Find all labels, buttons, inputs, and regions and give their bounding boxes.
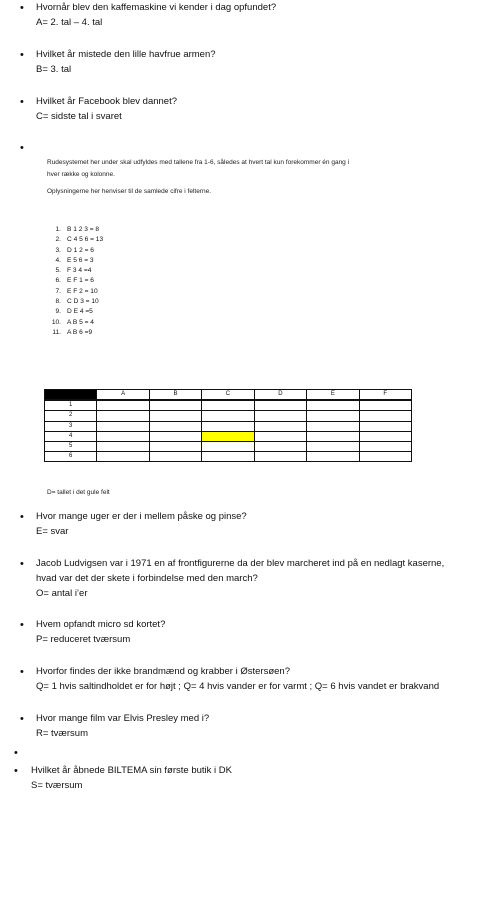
grid-cell[interactable] bbox=[97, 421, 149, 431]
grid-column-header: C bbox=[202, 390, 254, 401]
grid-row-header: 2 bbox=[45, 411, 97, 421]
question-text: Hvilket år mistede den lille havfrue armen? bbox=[36, 49, 216, 60]
grid-cell[interactable] bbox=[307, 411, 359, 421]
grid-row-header: 1 bbox=[45, 400, 97, 411]
grid-cell[interactable] bbox=[359, 431, 411, 441]
clue-list bbox=[47, 225, 103, 338]
answer-text: B= 3. tal bbox=[36, 64, 72, 75]
answer-text: A= 2. tal – 4. tal bbox=[36, 17, 103, 28]
grid-column-header: E bbox=[307, 390, 359, 401]
question-text: Hvilket år åbnede BILTEMA sin første butik i DK bbox=[31, 765, 232, 776]
grid-cell[interactable] bbox=[254, 411, 306, 421]
question-item bbox=[36, 556, 444, 601]
grid-row-header: 3 bbox=[45, 421, 97, 431]
question-text: Hvor mange uger er der i mellem påske og pinse? bbox=[36, 511, 247, 522]
grid-cell[interactable] bbox=[254, 421, 306, 431]
bullet-icon: • bbox=[20, 558, 24, 570]
bullet-icon: • bbox=[20, 713, 24, 725]
clue-number: 10. bbox=[51, 318, 61, 326]
grid-column-header: B bbox=[149, 390, 201, 401]
grid-row-header: 4 bbox=[45, 431, 97, 441]
clue-number: 4. bbox=[55, 256, 61, 264]
clue-item bbox=[47, 256, 103, 266]
puzzle-intro-line: hver række og kolonne. bbox=[47, 171, 115, 178]
clue-text: F 3 4 =4 bbox=[67, 267, 92, 275]
clue-text: B 1 2 3 = 8 bbox=[67, 226, 100, 233]
puzzle-hint: Oplysningerne her henviser til de samlede cifre i felterne. bbox=[47, 188, 212, 195]
grid-cell[interactable] bbox=[97, 431, 149, 441]
bullet-icon: • bbox=[20, 2, 24, 14]
answer-text: E= svar bbox=[36, 526, 69, 537]
grid-header-row bbox=[45, 390, 412, 401]
grid-cell[interactable] bbox=[359, 400, 411, 411]
puzzle-intro bbox=[47, 157, 349, 181]
clue-number: 7. bbox=[55, 287, 61, 295]
grid-cell[interactable] bbox=[307, 400, 359, 411]
clue-text: E F 2 = 10 bbox=[67, 287, 98, 295]
clue-text: C D 3 = 10 bbox=[67, 298, 99, 306]
answer-text: P= reduceret tværsum bbox=[36, 634, 131, 645]
clue-number: 11. bbox=[52, 328, 61, 336]
grid-cell[interactable] bbox=[307, 431, 359, 441]
grid-row bbox=[45, 431, 412, 441]
answer-text: O= antal i’er bbox=[36, 588, 88, 599]
clue-item bbox=[47, 235, 103, 245]
clue-text: A B 5 = 4 bbox=[67, 318, 94, 326]
question-text: Hvornår blev den kaffemaskine vi kender i dag opfundet? bbox=[36, 2, 277, 13]
grid-row-header: 6 bbox=[45, 452, 97, 462]
grid-cell[interactable] bbox=[97, 441, 149, 451]
puzzle-intro-line: Rudesystemet her under skal udfyldes med tallene fra 1-6, således at hvert tal kun forekommer én gang i bbox=[47, 159, 350, 166]
question-text: Hvor mange film var Elvis Presley med i? bbox=[36, 713, 210, 724]
clue-number: 9. bbox=[55, 308, 61, 316]
clue-text: D 1 2 = 6 bbox=[67, 246, 94, 254]
grid-corner-cell bbox=[45, 390, 97, 401]
clue-text: C 4 5 6 = 13 bbox=[67, 236, 104, 244]
grid-cell[interactable] bbox=[149, 431, 201, 441]
grid-column-header: F bbox=[359, 390, 411, 401]
clue-number: 3. bbox=[55, 246, 61, 254]
grid-row-header: 5 bbox=[45, 441, 97, 451]
grid-cell[interactable] bbox=[307, 421, 359, 431]
grid-cell[interactable] bbox=[359, 411, 411, 421]
question-text: Jacob Ludvigsen var i 1971 en af frontfigurerne da der blev marcheret ind på en nedlagt kaserne, bbox=[36, 558, 445, 569]
grid-cell[interactable] bbox=[359, 441, 411, 451]
clue-item bbox=[47, 225, 103, 235]
grid-cell[interactable] bbox=[97, 400, 149, 411]
grid-cell[interactable] bbox=[97, 411, 149, 421]
grid-column-header: D bbox=[254, 390, 306, 401]
bullet-icon: • bbox=[14, 747, 18, 759]
question-item bbox=[31, 763, 232, 793]
question-item bbox=[36, 509, 247, 539]
question-text: Hvem opfandt micro sd kortet? bbox=[36, 619, 166, 630]
puzzle-grid bbox=[44, 389, 412, 462]
clue-item bbox=[47, 307, 103, 317]
answer-text: R= tværsum bbox=[36, 728, 88, 739]
grid-cell[interactable] bbox=[149, 400, 201, 411]
bullet-icon: • bbox=[20, 666, 24, 678]
clue-item bbox=[47, 318, 103, 328]
bullet-icon: • bbox=[14, 765, 18, 777]
clue-item bbox=[47, 266, 103, 276]
highlighted-cell[interactable] bbox=[202, 431, 254, 441]
clue-number: 6. bbox=[55, 277, 61, 285]
grid-cell[interactable] bbox=[359, 452, 411, 462]
grid-cell[interactable] bbox=[254, 441, 306, 451]
grid-cell[interactable] bbox=[202, 441, 254, 451]
clue-number: 8. bbox=[55, 298, 61, 306]
answer-text: S= tværsum bbox=[31, 780, 83, 791]
question-text-line2: hvad var det der skete i forbindelse med den march? bbox=[36, 573, 258, 584]
question-text: Hvilket år Facebook blev dannet? bbox=[36, 96, 177, 107]
grid-caption: D= tallet i det gule felt bbox=[47, 489, 110, 496]
clue-number: 1. bbox=[55, 226, 61, 233]
clue-item bbox=[47, 297, 103, 307]
grid-cell[interactable] bbox=[149, 441, 201, 451]
bullet-icon: • bbox=[20, 49, 24, 61]
clue-item bbox=[47, 276, 103, 286]
clue-text: D E 4 =5 bbox=[67, 308, 93, 316]
grid-cell[interactable] bbox=[254, 452, 306, 462]
grid-cell[interactable] bbox=[307, 441, 359, 451]
clue-number: 5. bbox=[55, 267, 61, 275]
grid-cell[interactable] bbox=[202, 452, 254, 462]
clue-item bbox=[47, 328, 103, 338]
question-item bbox=[36, 94, 177, 124]
question-item bbox=[36, 0, 276, 30]
grid-row bbox=[45, 441, 412, 451]
grid-row bbox=[45, 411, 412, 421]
clue-item bbox=[47, 287, 103, 297]
clue-text: A B 6 =9 bbox=[67, 328, 93, 336]
grid-cell[interactable] bbox=[149, 411, 201, 421]
grid-cell[interactable] bbox=[359, 421, 411, 431]
bullet-icon: • bbox=[20, 619, 24, 631]
grid-cell[interactable] bbox=[202, 400, 254, 411]
grid-cell[interactable] bbox=[254, 431, 306, 441]
question-item bbox=[36, 47, 216, 77]
clue-item bbox=[47, 246, 103, 256]
grid-cell[interactable] bbox=[149, 421, 201, 431]
grid-row bbox=[45, 400, 412, 411]
bullet-icon: • bbox=[20, 96, 24, 108]
clue-text: E 5 6 = 3 bbox=[67, 256, 94, 264]
question-text: Hvorfor findes der ikke brandmænd og krabber i Østersøen? bbox=[36, 666, 290, 677]
clue-text: E F 1 = 6 bbox=[67, 277, 94, 285]
grid-cell[interactable] bbox=[202, 411, 254, 421]
question-item bbox=[36, 664, 439, 694]
grid-cell[interactable] bbox=[254, 400, 306, 411]
bullet-icon: • bbox=[20, 511, 24, 523]
answer-text: C= sidste tal i svaret bbox=[36, 111, 122, 122]
question-item bbox=[36, 711, 209, 741]
question-item bbox=[36, 617, 165, 647]
grid-cell[interactable] bbox=[97, 452, 149, 462]
grid-row bbox=[45, 421, 412, 431]
grid-cell[interactable] bbox=[307, 452, 359, 462]
bullet-icon: • bbox=[20, 142, 24, 154]
answer-text: Q= 1 hvis saltindholdet er for højt ; Q= 4 hvis vander er for varmt ; Q= 6 hvis vandet er brakvand bbox=[36, 681, 440, 692]
grid-cell[interactable] bbox=[202, 421, 254, 431]
clue-number: 2. bbox=[55, 236, 61, 244]
grid-cell[interactable] bbox=[149, 452, 201, 462]
grid-column-header: A bbox=[97, 390, 149, 401]
grid-row bbox=[45, 452, 412, 462]
